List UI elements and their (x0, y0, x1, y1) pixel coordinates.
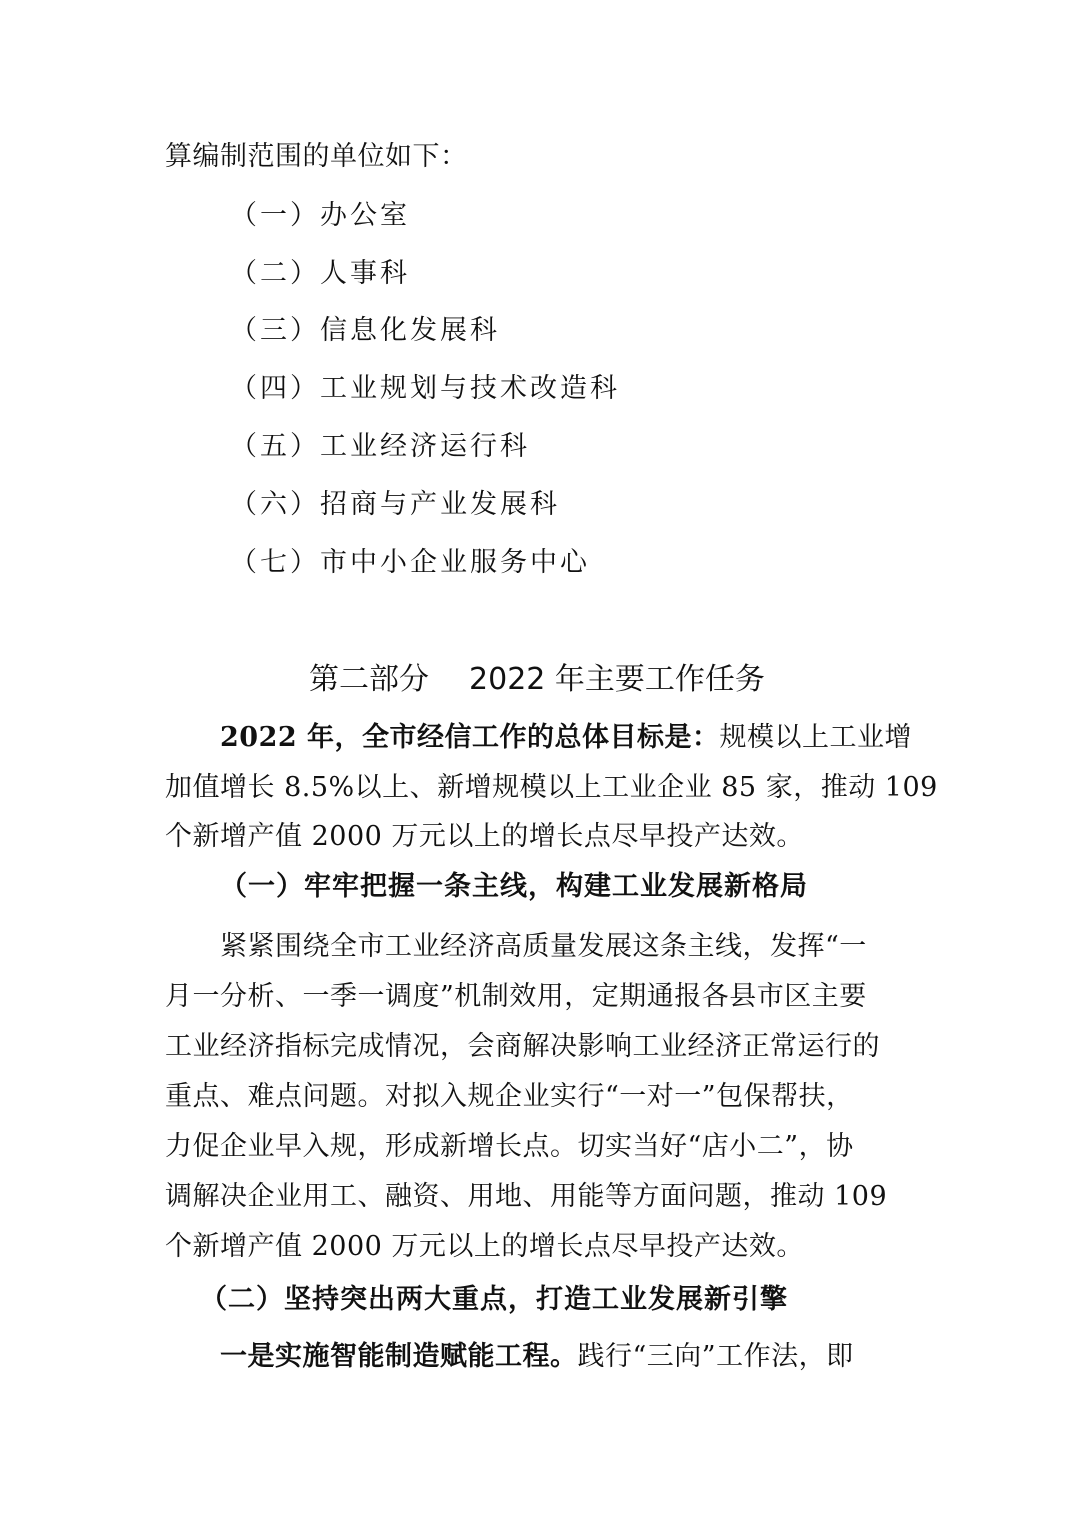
section2-lead: 一是实施智能制造赋能工程。 (220, 1341, 578, 1372)
unit-item-7: （七）市中小企业服务中心 (230, 547, 590, 578)
section1-line-7: 个新增产值 2000 万元以上的增长点尽早投产达效。 (165, 1231, 804, 1262)
section2-line-1 (220, 1339, 854, 1375)
goal-line-1 (220, 720, 912, 756)
unit-item-4: （四）工业规划与技术改造科 (230, 373, 620, 404)
goal-line1-rest: 规模以上工业增 (719, 722, 913, 753)
unit-item-3: （三）信息化发展科 (230, 315, 500, 346)
unit-item-1: （一）办公室 (230, 200, 410, 231)
part-title-text: 2022 年主要工作任务 (469, 662, 765, 697)
section1-line-1: 紧紧围绕全市工业经济高质量发展这条主线，发挥“一 (220, 931, 867, 962)
section2-heading: （二）坚持突出两大重点，打造工业发展新引擎 (200, 1284, 788, 1315)
intro-line: 算编制范围的单位如下： (165, 141, 468, 172)
section1-line-3: 工业经济指标完成情况，会商解决影响工业经济正常运行的 (165, 1031, 880, 1062)
unit-item-6: （六）招商与产业发展科 (230, 489, 560, 520)
section1-heading: （一）牢牢把握一条主线，构建工业发展新格局 (220, 871, 808, 902)
section1-line-2: 月一分析、一季一调度”机制效用，定期通报各县市区主要 (165, 981, 867, 1012)
goal-lead: 2022 年，全市经信工作的总体目标是： (220, 722, 720, 753)
unit-item-2: （二）人事科 (230, 258, 410, 289)
section1-line-6: 调解决企业用工、融资、用地、用能等方面问题，推动 109 (165, 1181, 888, 1212)
unit-item-5: （五）工业经济运行科 (230, 431, 530, 462)
part-title (0, 660, 1074, 700)
section1-line-5: 力促企业早入规，形成新增长点。切实当好“店小二”，协 (165, 1131, 854, 1162)
part-title-part: 第二部分 (309, 662, 430, 697)
section2-rest: 践行“三向”工作法，即 (577, 1341, 854, 1372)
section1-line-4: 重点、难点问题。对拟入规企业实行“一对一”包保帮扶， (165, 1081, 854, 1112)
goal-line-3: 个新增产值 2000 万元以上的增长点尽早投产达效。 (165, 821, 804, 852)
goal-line-2: 加值增长 8.5%以上、新增规模以上工业企业 85 家，推动 109 (165, 772, 938, 803)
